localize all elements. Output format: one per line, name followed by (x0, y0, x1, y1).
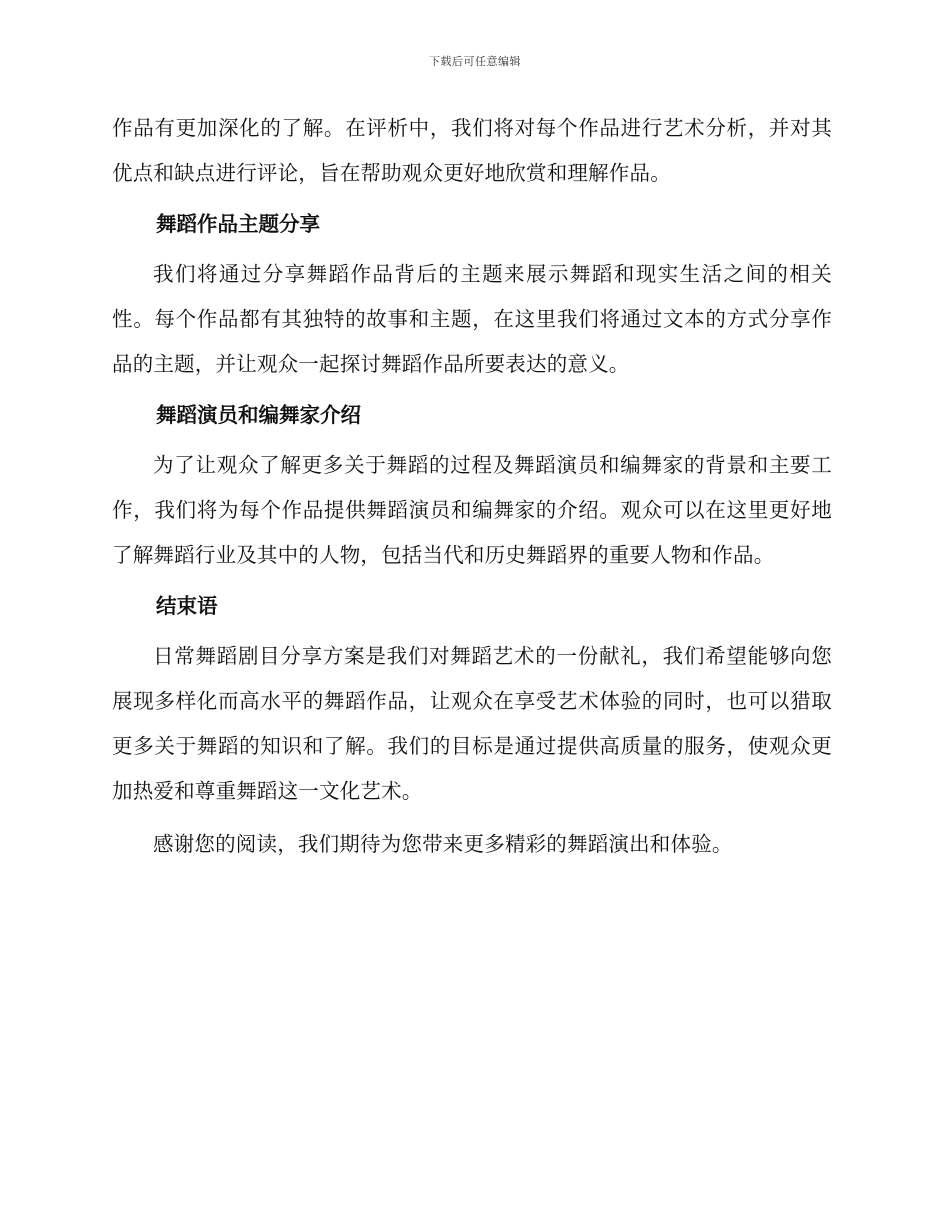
theme-paragraph: 我们将通过分享舞蹈作品背后的主题来展示舞蹈和现实生活之间的相关性。每个作品都有其独特的故事和主题，在这里我们将通过文本的方式分享作品的主题，并让观众一起探讨舞蹈作品所要表达的意义。 (112, 262, 832, 376)
intro-continuation-paragraph: 作品有更加深化的了解。在评析中，我们将对每个作品进行艺术分析，并对其优点和缺点进行评论，旨在帮助观众更好地欣赏和理解作品。 (112, 116, 832, 185)
section-heading-dancers: 舞蹈演员和编舞家介绍 (156, 403, 361, 427)
dancers-paragraph: 为了让观众了解更多关于舞蹈的过程及舞蹈演员和编舞家的背景和主要工作，我们将为每个作品提供舞蹈演员和编舞家的介绍。观众可以在这里更好地了解舞蹈行业及其中的人物，包括当代和历史舞蹈界的重要人物和作品。 (112, 453, 832, 567)
document-body (112, 106, 832, 867)
section-heading-theme: 舞蹈作品主题分享 (156, 212, 320, 236)
conclusion-paragraph: 日常舞蹈剧目分享方案是我们对舞蹈艺术的一份献礼，我们希望能够向您展现多样化而高水平的舞蹈作品，让观众在享受艺术体验的同时，也可以猎取更多关于舞蹈的知识和了解。我们的目标是通过提供高质量的服务，使观众更加热爱和尊重舞蹈这一文化艺术。 (112, 644, 832, 803)
thanks-paragraph: 感谢您的阅读，我们期待为您带来更多精彩的舞蹈演出和体验。 (153, 832, 733, 856)
section-heading-conclusion: 结束语 (156, 594, 218, 618)
page-header: 下载后可任意编辑 (429, 55, 521, 68)
